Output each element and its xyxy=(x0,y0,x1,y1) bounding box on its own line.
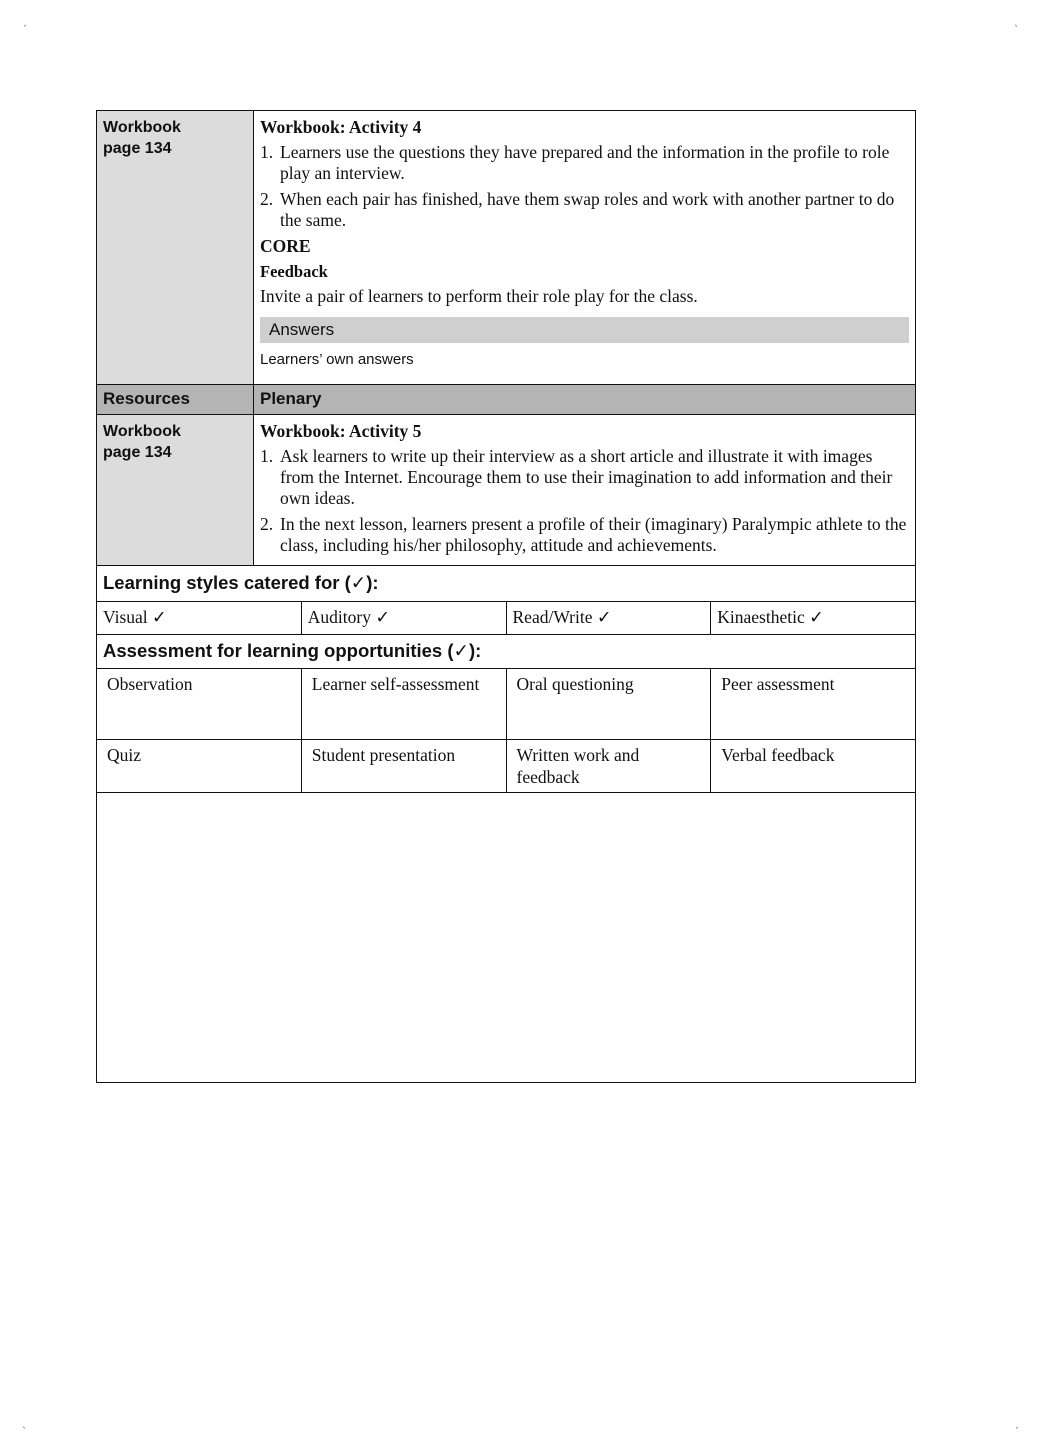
step-text: Learners use the questions they have prepared and the information in the profile to role play an interview. xyxy=(280,142,890,183)
activity-title: Workbook: Activity 5 xyxy=(260,421,422,441)
step-text: When each pair has finished, have them swap roles and work with another partner to do the same. xyxy=(280,189,895,230)
crop-mark-top-left: ˏ xyxy=(22,16,27,27)
assessment-quiz: Quiz xyxy=(97,740,302,792)
resource-cell xyxy=(97,111,254,384)
assessment-peer-assessment: Peer assessment xyxy=(721,674,835,694)
list-item: 2. In the next lesson, learners present a profile of their (imaginary) Paralympic athlete to the class, including his/her philosophy, attitude and achievements. xyxy=(260,514,907,555)
answers-bar: Answers xyxy=(260,317,909,343)
activity-5-row xyxy=(96,415,916,565)
crop-mark-bottom-right: ˏ xyxy=(1014,1418,1019,1429)
step-text: In the next lesson, learners present a profile of their (imaginary) Paralympic athlete to the class, including his/her philosophy, attitude and achievements. xyxy=(280,514,907,555)
assessment-written-work: Written work and feedback xyxy=(507,740,712,792)
assessment-observation: Observation xyxy=(97,669,302,739)
assessment-student-presentation: Student presentation xyxy=(302,740,507,792)
assessment-self-assessment: Learner self-assessment xyxy=(302,669,507,739)
crop-mark-bottom-left: ˎ xyxy=(22,1418,27,1429)
answers-text: Learners’ own answers xyxy=(260,351,414,368)
resources-header: Resources xyxy=(97,385,254,414)
resource-cell xyxy=(97,415,254,565)
assessment-verbal-feedback: Verbal feedback xyxy=(721,745,835,765)
activity-4-row xyxy=(96,110,916,384)
resource-line: Workbook xyxy=(103,119,181,136)
learning-style-kinaesthetic: Kinaesthetic ✓ xyxy=(717,607,824,627)
notes-box xyxy=(96,792,916,1083)
learning-styles-row xyxy=(96,601,916,635)
list-item: 1. Learners use the questions they have prepared and the information in the profile to role play an interview. xyxy=(260,142,890,183)
step-text: Ask learners to write up their interview as a short article and illustrate it with images from the Internet. Encourage them to use their imagination to add information and their own ideas. xyxy=(280,446,893,508)
learning-styles-title: Learning styles catered for (✓): xyxy=(96,565,916,602)
crop-mark-top-right: ˎ xyxy=(1014,16,1019,27)
assessment-title: Assessment for learning opportunities (✓): xyxy=(96,634,916,669)
assessment-row xyxy=(96,668,916,740)
activity-title: Workbook: Activity 4 xyxy=(260,117,422,137)
core-label: CORE xyxy=(260,236,311,256)
activity-content xyxy=(254,111,915,384)
learning-style-auditory: Auditory ✓ xyxy=(302,602,507,634)
list-item: 1. Ask learners to write up their interview as a short article and illustrate it with images from the Internet. Encourage them to use their imagination to add information and their own ideas. xyxy=(260,446,893,508)
feedback-text: Invite a pair of learners to perform their role play for the class. xyxy=(260,286,698,306)
resource-line: page 134 xyxy=(103,444,172,461)
learning-style-read-write: Read/Write ✓ xyxy=(507,602,712,634)
plenary-steps xyxy=(260,446,909,556)
list-item: 2. When each pair has finished, have them swap roles and work with another partner to do the same. xyxy=(260,189,895,230)
assessment-row xyxy=(96,739,916,793)
learning-style-visual: Visual ✓ xyxy=(97,602,302,634)
plenary-content xyxy=(254,415,915,565)
assessment-oral-questioning: Oral questioning xyxy=(507,669,712,739)
resource-line: Workbook xyxy=(103,423,181,440)
plenary-header: Plenary xyxy=(260,389,322,408)
resource-line: page 134 xyxy=(103,140,172,157)
plenary-header-row xyxy=(96,384,916,415)
feedback-label: Feedback xyxy=(260,262,328,281)
activity-steps xyxy=(260,142,909,231)
